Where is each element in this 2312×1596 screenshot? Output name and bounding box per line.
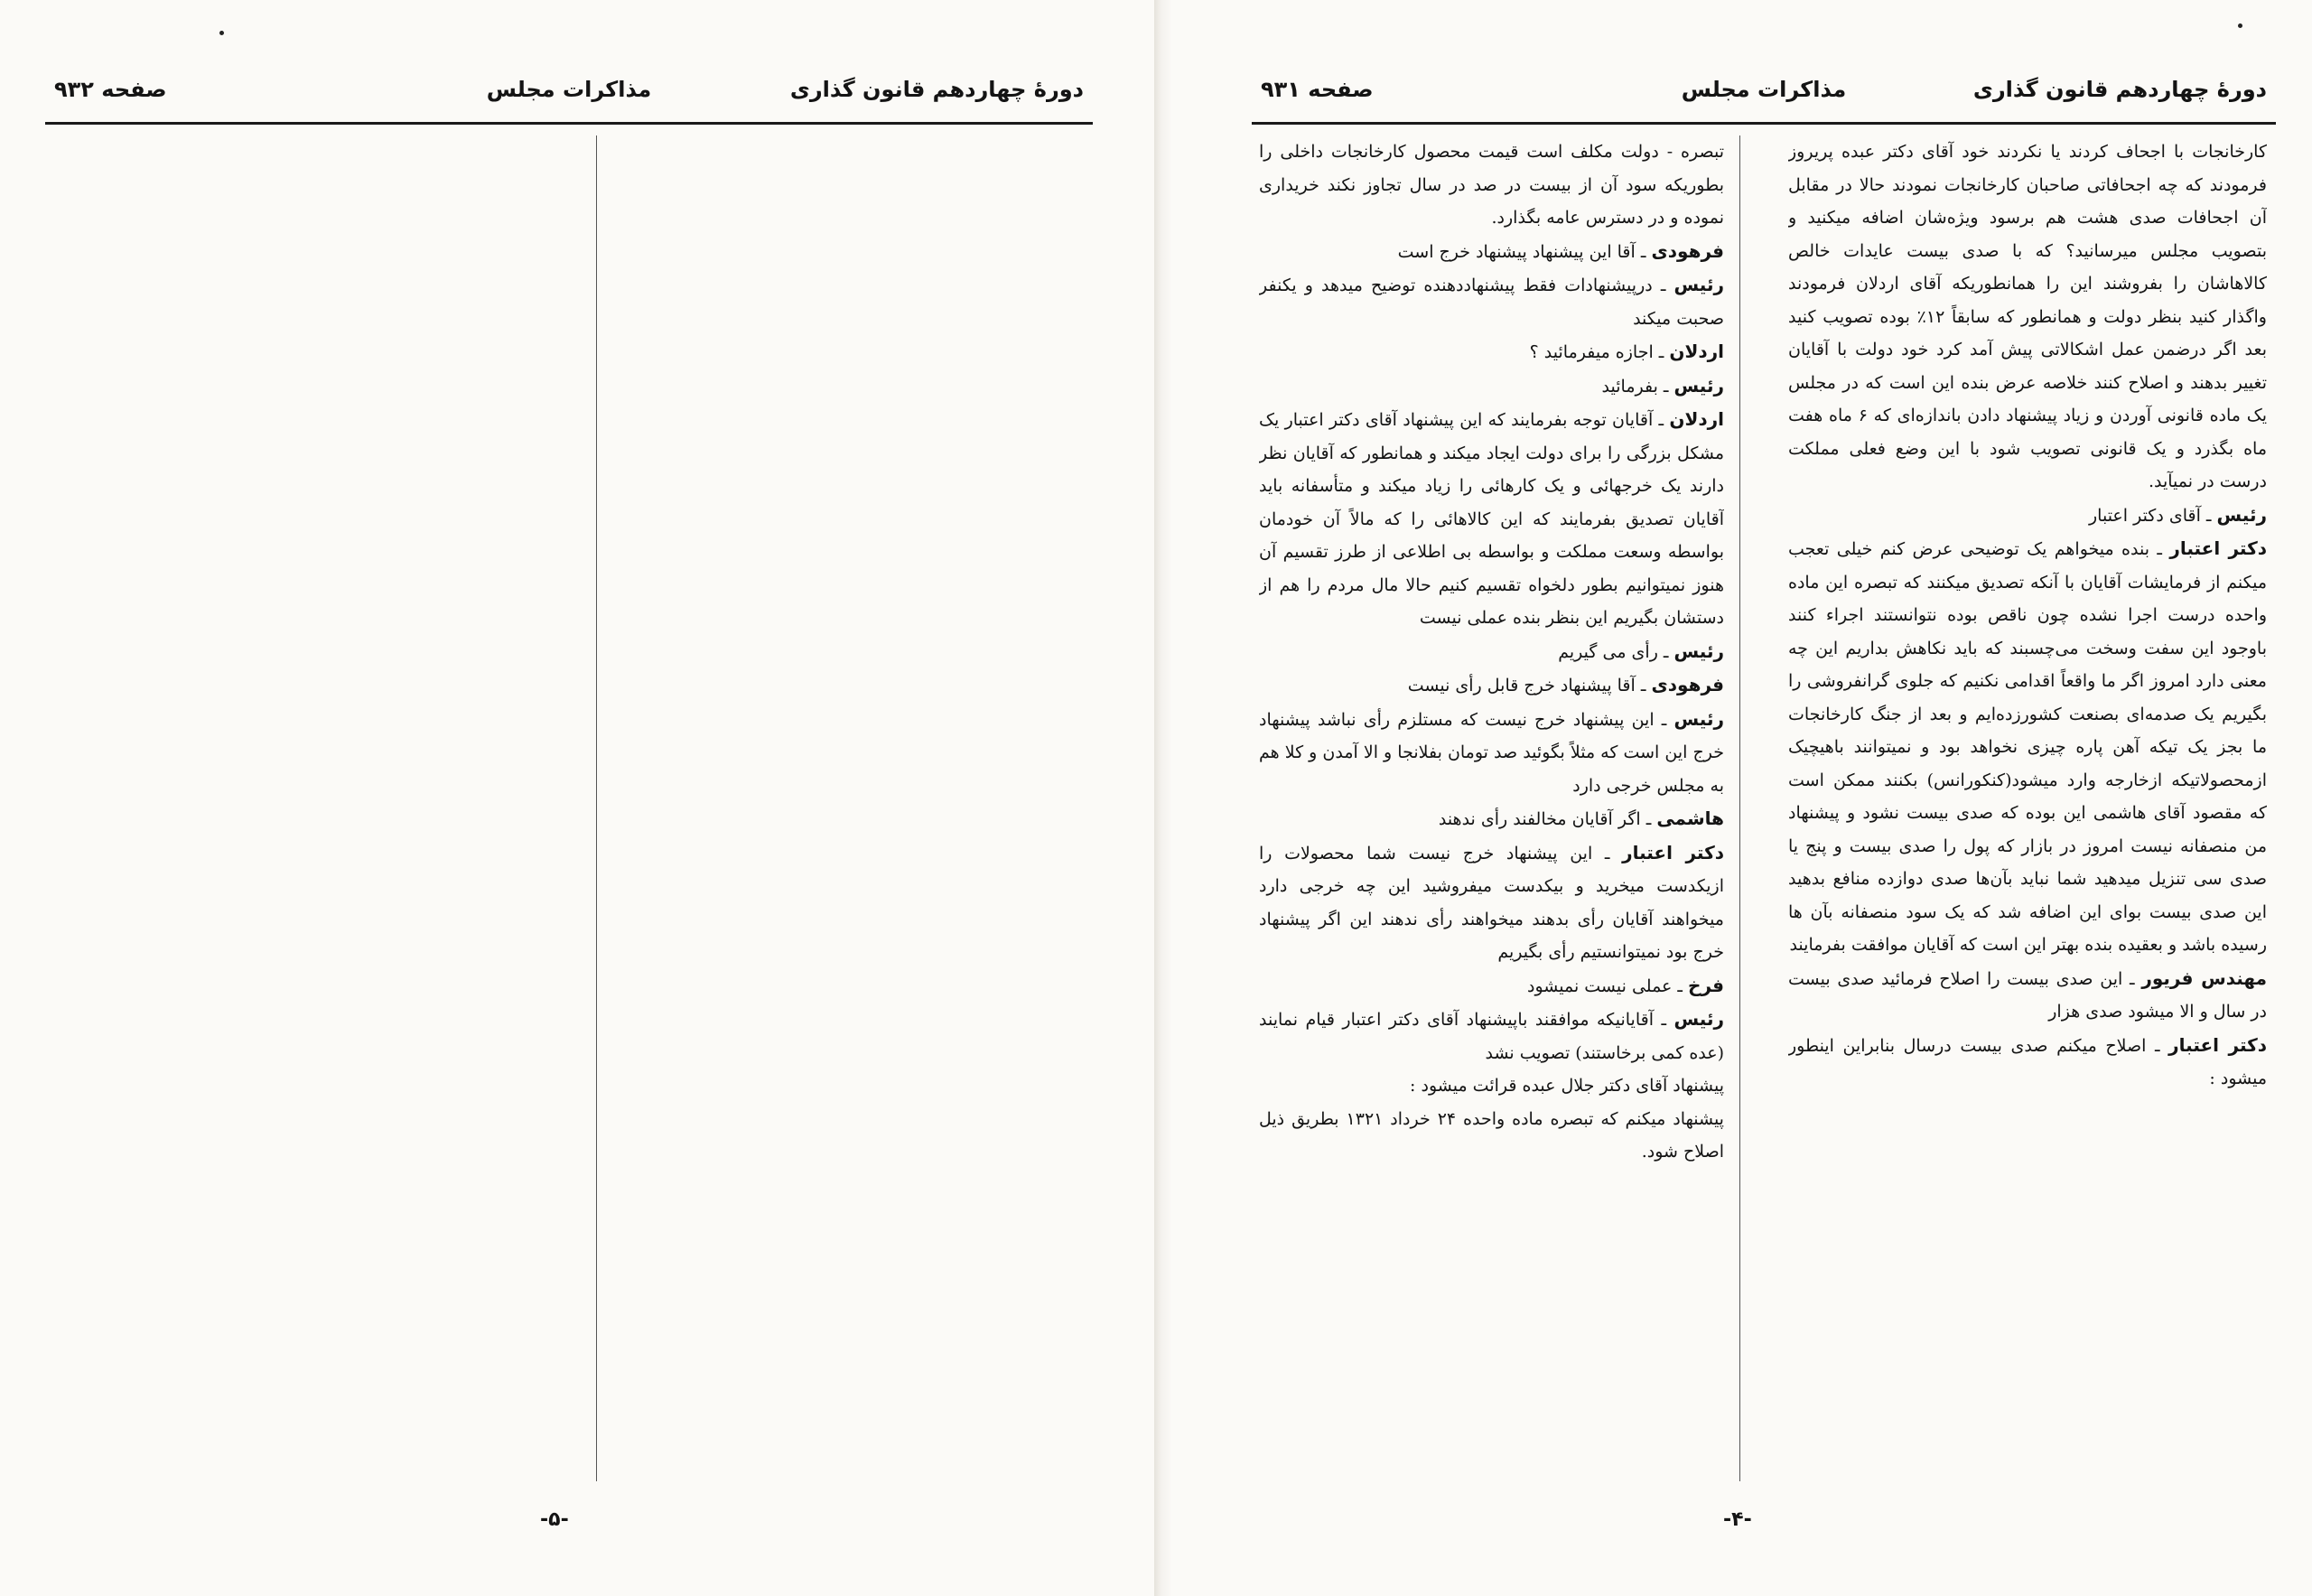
speaker-separator: ـ [2146,1035,2169,1056]
speaker-name: رئیس [2216,503,2267,526]
speech-text: تبصره - دولت مکلف است قیمت محصول کارخانجات داخلی را بطوریکه سود آن از بیست در صد در سال تجاوز نکند خریداری نموده و در دسترس عامه بگذارد. [1259,142,1724,228]
speaker-separator: ـ [1657,376,1674,397]
speech-paragraph [1259,335,1724,369]
speaker-name: رئیس [1673,374,1724,397]
speech-text: بفرمائید [1601,376,1658,397]
right-page-column-divider [1739,135,1740,1481]
right-page [1170,0,2312,1596]
speech-paragraph [1259,268,1724,335]
speaker-name: دکتر اعتبار [2169,537,2267,559]
speaker-name: رئیس [1673,639,1724,662]
left-page-column-divider [596,135,597,1481]
speaker-name: رئیس [1673,707,1724,730]
right-page-journal-title: مذاکرات مجلس [1681,77,1847,102]
speaker-name: رئیس [1673,274,1724,295]
speech-text: آقایان توجه بفرمایند که این پیشنهاد آقای دکتر اعتبار یک مشکل بزرگی را برای دولت ایجاد میکند و همانطور که آقایان نظر دارند یک خرجهائی و یک کارهائی را زیاد میکند و متأسفانه باید آقایان تصدیق بفرمایند که این کالاهائی را که مالاً آن خودمان بواسطه وسعت مملکت و بواسطه بی اطلاعی از طرز تقسیم آن هنوز نمیتوانیم بطور دلخواه تقسیم کنیم حالا مال مردم را هم از دستشان بگیریم این بنظر بنده عملی نیست [1259,410,1724,628]
speech-paragraph [1259,1069,1724,1103]
speaker-name: فرهودی [1651,674,1724,695]
speech-text: عملی نیست نمیشود [1527,975,1673,996]
speech-text: آقا این پیشنهاد پیشنهاد خرج است [1397,241,1636,262]
speech-paragraph [1259,969,1724,1003]
left-page-running-head [45,68,1093,125]
speech-text: این پیشنهاد خرج نیست که مستلزم رأی نباشد پیشنهاد خرج این است که مثلاً بگوئید صد تومان بفلانجا و الا آمدن و کلا هم به مجلس خرجی دارد [1259,709,1724,796]
speech-paragraph [1259,1003,1724,1069]
speaker-name: هاشمی [1656,807,1724,829]
speaker-separator: ـ [1592,843,1623,863]
left-page-page-label: صفحه ۹۳۲ [54,77,167,102]
right-page-right-column [1788,135,2267,1481]
speaker-separator: ـ [1653,1010,1674,1030]
right-page-running-head [1252,68,2276,125]
speech-text: آقای دکتر اعتبار [2089,505,2201,526]
speaker-name: فرخ [1688,974,1724,996]
print-speck [2238,23,2242,28]
right-page-number: -۴- [1723,1508,1752,1531]
right-page-left-column [1259,135,1724,1481]
left-page-number: -۵- [540,1508,569,1531]
left-page-period-title: دورهٔ چهاردهم قانون گذاری [789,77,1084,102]
speech-paragraph [1788,1029,2267,1096]
speaker-separator: ـ [2122,968,2142,989]
speech-text: پیشنهاد میکنم که تبصره ماده واحده ۲۴ خرداد ۱۳۲۱ بطریق ذیل اصلاح شود. [1259,1108,1724,1162]
speech-text: کارخانجات با اجحاف کردند یا نکردند خود آقای دکتر عبده پریروز فرمودند که چه اجحافاتی صاحبان کارخانجات نمودند حالا در مقابل آن اجحافات صدی هشت هم برسود ویژه‌شان اضافه میکنید و بتصویب مجلس میرسانید؟ که با صدی بیست عایدات خالص کالاهاشان را بفروشند این را همانطوریکه آقای اردلان فرمودند واگذار کنید بنظر دولت و همانطور که سابقاً ۱۲٪ بوده تصویب کنید بعد اگر درضمن عمل اشکالاتی پیش آمد کرد خود دولت با آقایان تغییر بدهند و اصلاح کنند خلاصه عرض بنده این است که در مجلس یک ماده قانونی آوردن و زیاد پیشنهاد دادن باندازه‌ای که ۶ ماه هفت ماه بگذرد و یک قانونی تصویب شود با این وضع فعلی مملکت درست در نمیآید. [1788,142,2267,491]
speaker-name: اردلان [1669,408,1724,430]
speech-paragraph [1259,668,1724,703]
speech-paragraph [1259,135,1724,235]
speech-paragraph [1259,235,1724,269]
speaker-separator: ـ [1635,241,1652,262]
book-gutter [1154,0,1172,1596]
speech-text: بنده میخواهم یک توضیحی عرض کنم خیلی تعجب میکنم از فرمایشات آقایان با آنکه تصدیق میکنند که تبصره این ماده واحده درست اجرا نشده چون ناقص بوده نتوانستند اجراء کنند باوجود این سفت وسخت می‌چسبند که باید نکاهش بداریم این چه معنی دارد امروز اگر ما واقعاً اقدامی نکنیم که جلوی گرانفروشی را بگیریم یک صدمه‌ای بصنعت کشورزده‌ایم و بعد از جنگ کارخانجات ما بجز یک تیکه آهن پاره چیزی نخواهد بود و نمیتوانند باهیچیک ازمحصولاتیکه ازخارجه وارد میشود(کنکورانس) بکنند ممکن است که مقصود آقای هاشمی این بوده که صدی بیست نشود و پیشنهاد من منصفانه نیست امروز در بازار که پول را صدی بیست و پنج یا صدی سی تنزیل میدهید شما نباید بآن‌ها صدی دوازده منافع بدهید این صدی بیست بوای این اضافه شد که یک سود منصفانه بآن ها رسیده باشد و بعقیده بنده بهتر این است که آقایان موافقت بفرمایند [1788,539,2267,955]
speech-paragraph [1259,369,1724,404]
speech-text: پیشنهاد آقای دکتر جلال عبده قرائت میشود : [1410,1076,1724,1096]
right-page-page-label: صفحه ۹۳۱ [1261,77,1374,102]
speaker-separator: ـ [1654,709,1674,730]
speaker-separator: ـ [1640,809,1657,829]
speech-paragraph [1259,802,1724,836]
speaker-separator: ـ [1672,975,1689,996]
speech-text: درپیشنهادات فقط پیشنهاددهنده توضیح میدهد و یکنفر صحبت میکند [1259,275,1724,329]
speech-paragraph [1259,1103,1724,1169]
speech-paragraph [1259,703,1724,803]
speech-text: این صدی بیست را اصلاح فرمائید صدی بیست در سال و الا میشود صدی هزار [1788,968,2267,1022]
speaker-name: مهندس فریور [2141,966,2267,989]
speech-text: آقا پیشنهاد خرج قابل رأی نیست [1407,676,1636,695]
speech-text: اصلاح میکنم صدی بیست درسال بنابراین اینطور میشود : [1788,1035,2267,1088]
speaker-name: رئیس [1673,1008,1724,1030]
speaker-name: اردلان [1669,341,1724,362]
left-page-left-column [63,135,564,1481]
speaker-name: دکتر اعتبار [1622,841,1724,863]
left-page-right-column [603,135,1073,1481]
speech-text: این پیشنهاد خرج نیست شما محصولات را ازیکدست میخرید و بیکدست میفروشید این چه خرجی دارد میخواهند آقایان رأی بدهند میخواهند رأی ندهند این اگر پیشنهاد خرج بود نمیتوانستیم رأی بگیریم [1259,843,1724,962]
speech-paragraph [1788,135,2267,499]
speech-text: رأی می گیریم [1558,641,1658,662]
speech-paragraph [1788,499,2267,533]
speaker-separator: ـ [1653,342,1670,362]
speaker-separator: ـ [1653,410,1670,430]
speech-text: آقایانیکه موافقند باپیشنهاد آقای دکتر اعتبار قیام نمایند (عده کمی برخاستند) تصویب نشد [1259,1010,1724,1063]
speech-paragraph [1259,836,1724,969]
speech-paragraph [1259,403,1724,635]
speaker-separator: ـ [2149,539,2170,559]
print-speck [219,31,224,35]
speech-paragraph [1788,532,2267,962]
speech-paragraph [1788,962,2267,1029]
speaker-name: فرهودی [1651,239,1724,262]
speech-paragraph [1259,635,1724,669]
left-page-journal-title: مذاکرات مجلس [486,77,652,102]
speaker-separator: ـ [2200,505,2217,526]
speaker-separator: ـ [1657,641,1674,662]
speaker-separator: ـ [1652,275,1674,295]
speaker-name: دکتر اعتبار [2168,1033,2267,1056]
right-page-period-title: دورهٔ چهاردهم قانون گذاری [1972,77,2267,102]
speaker-separator: ـ [1635,676,1652,695]
speech-text: اگر آقایان مخالفند رأی ندهند [1438,809,1641,829]
speech-text: اجازه میفرمائید ؟ [1529,342,1654,362]
